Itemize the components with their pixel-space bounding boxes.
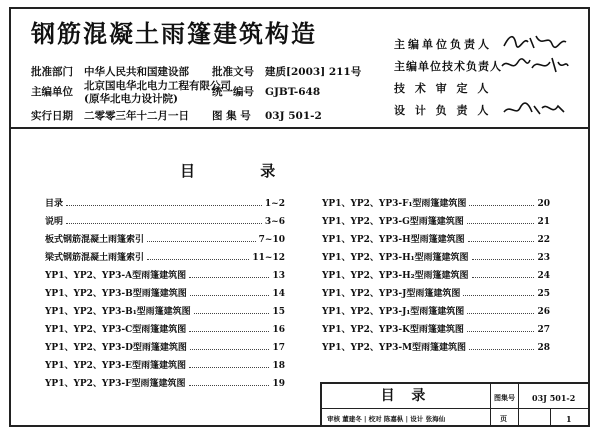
approval-doc-label: 批准文号 <box>212 66 254 78</box>
toc-row[interactable]: YP1、YP2、YP3-F₁型雨篷建筑图 20 <box>322 199 550 209</box>
unified-no-label: 统一编号 <box>212 86 254 98</box>
toc-row[interactable]: 板式钢筋混凝土雨篷索引 7~10 <box>45 235 285 245</box>
editor-unit-label: 主编单位 <box>31 86 73 98</box>
sig-label-chief: 主编单位负责人 <box>394 38 492 51</box>
approval-dept-label: 批准部门 <box>31 66 73 78</box>
approval-dept: 中华人民共和国建设部 <box>84 66 189 78</box>
sig-label-tech-chief: 主编单位技术负责人 <box>394 60 502 73</box>
signature-image <box>500 54 570 76</box>
toc-row[interactable]: 说明 3~6 <box>45 217 285 227</box>
unified-no: GJBT-648 <box>265 86 321 98</box>
atlas-no-label-cell: 图集号 <box>494 393 515 402</box>
toc-row[interactable]: YP1、YP2、YP3-M型雨篷建筑图 28 <box>322 343 550 353</box>
toc-row[interactable]: YP1、YP2、YP3-F型雨篷建筑图 19 <box>45 379 285 389</box>
toc-row[interactable]: YP1、YP2、YP3-E型雨篷建筑图 18 <box>45 361 285 371</box>
toc-row[interactable]: YP1、YP2、YP3-K型雨篷建筑图 27 <box>322 325 550 335</box>
atlas-no-label: 图 集 号 <box>212 110 251 122</box>
toc-row[interactable]: YP1、YP2、YP3-J₁型雨篷建筑图 26 <box>322 307 550 317</box>
toc-row[interactable]: YP1、YP2、YP3-H₂型雨篷建筑图 24 <box>322 271 550 281</box>
impl-date: 二零零三年十二月一日 <box>84 110 189 122</box>
signature-image <box>500 98 570 120</box>
toc-row[interactable]: YP1、YP2、YP3-G型雨篷建筑图 21 <box>322 217 550 227</box>
atlas-no-cell: 03J 501-2 <box>532 393 576 403</box>
editor-unit-line1: 北京国电华北电力工程有限公司 <box>84 80 231 92</box>
signature-image <box>500 30 570 52</box>
toc-row[interactable]: YP1、YP2、YP3-B₁型雨篷建筑图 15 <box>45 307 285 317</box>
toc-row[interactable]: YP1、YP2、YP3-J型雨篷建筑图 25 <box>322 289 550 299</box>
toc-row[interactable]: 目录 1~2 <box>45 199 285 209</box>
toc-row[interactable]: YP1、YP2、YP3-H型雨篷建筑图 22 <box>322 235 550 245</box>
atlas-no: 03J 501-2 <box>265 110 322 122</box>
toc-row[interactable]: 梁式钢筋混凝土雨篷索引 11~12 <box>45 253 285 263</box>
toc-row[interactable]: YP1、YP2、YP3-B型雨篷建筑图 14 <box>45 289 285 299</box>
page-label-cell: 页 <box>500 414 507 423</box>
toc-row[interactable]: YP1、YP2、YP3-C型雨篷建筑图 16 <box>45 325 285 335</box>
title-block-title: 目 录 <box>380 388 432 404</box>
toc-row[interactable]: YP1、YP2、YP3-A型雨篷建筑图 13 <box>45 271 285 281</box>
sig-label-reviewer: 技 术 审 定 人 <box>394 82 492 95</box>
review-row: 审核 董建冬 | 校对 陈嘉枞 | 设计 张海仙 <box>327 415 446 423</box>
approval-doc: 建质[2003] 211号 <box>265 66 362 78</box>
impl-date-label: 实行日期 <box>31 110 73 122</box>
sig-label-designer: 设 计 负 责 人 <box>394 104 492 117</box>
toc-row[interactable]: YP1、YP2、YP3-H₁型雨篷建筑图 23 <box>322 253 550 263</box>
toc-row[interactable]: YP1、YP2、YP3-D型雨篷建筑图 17 <box>45 343 285 353</box>
page-no-cell: 1 <box>566 414 572 424</box>
editor-unit-line2: (原华北电力设计院) <box>84 93 178 105</box>
toc-title: 目 录 <box>180 162 306 180</box>
page-title: 钢筋混凝土雨篷建筑构造 <box>31 20 317 48</box>
